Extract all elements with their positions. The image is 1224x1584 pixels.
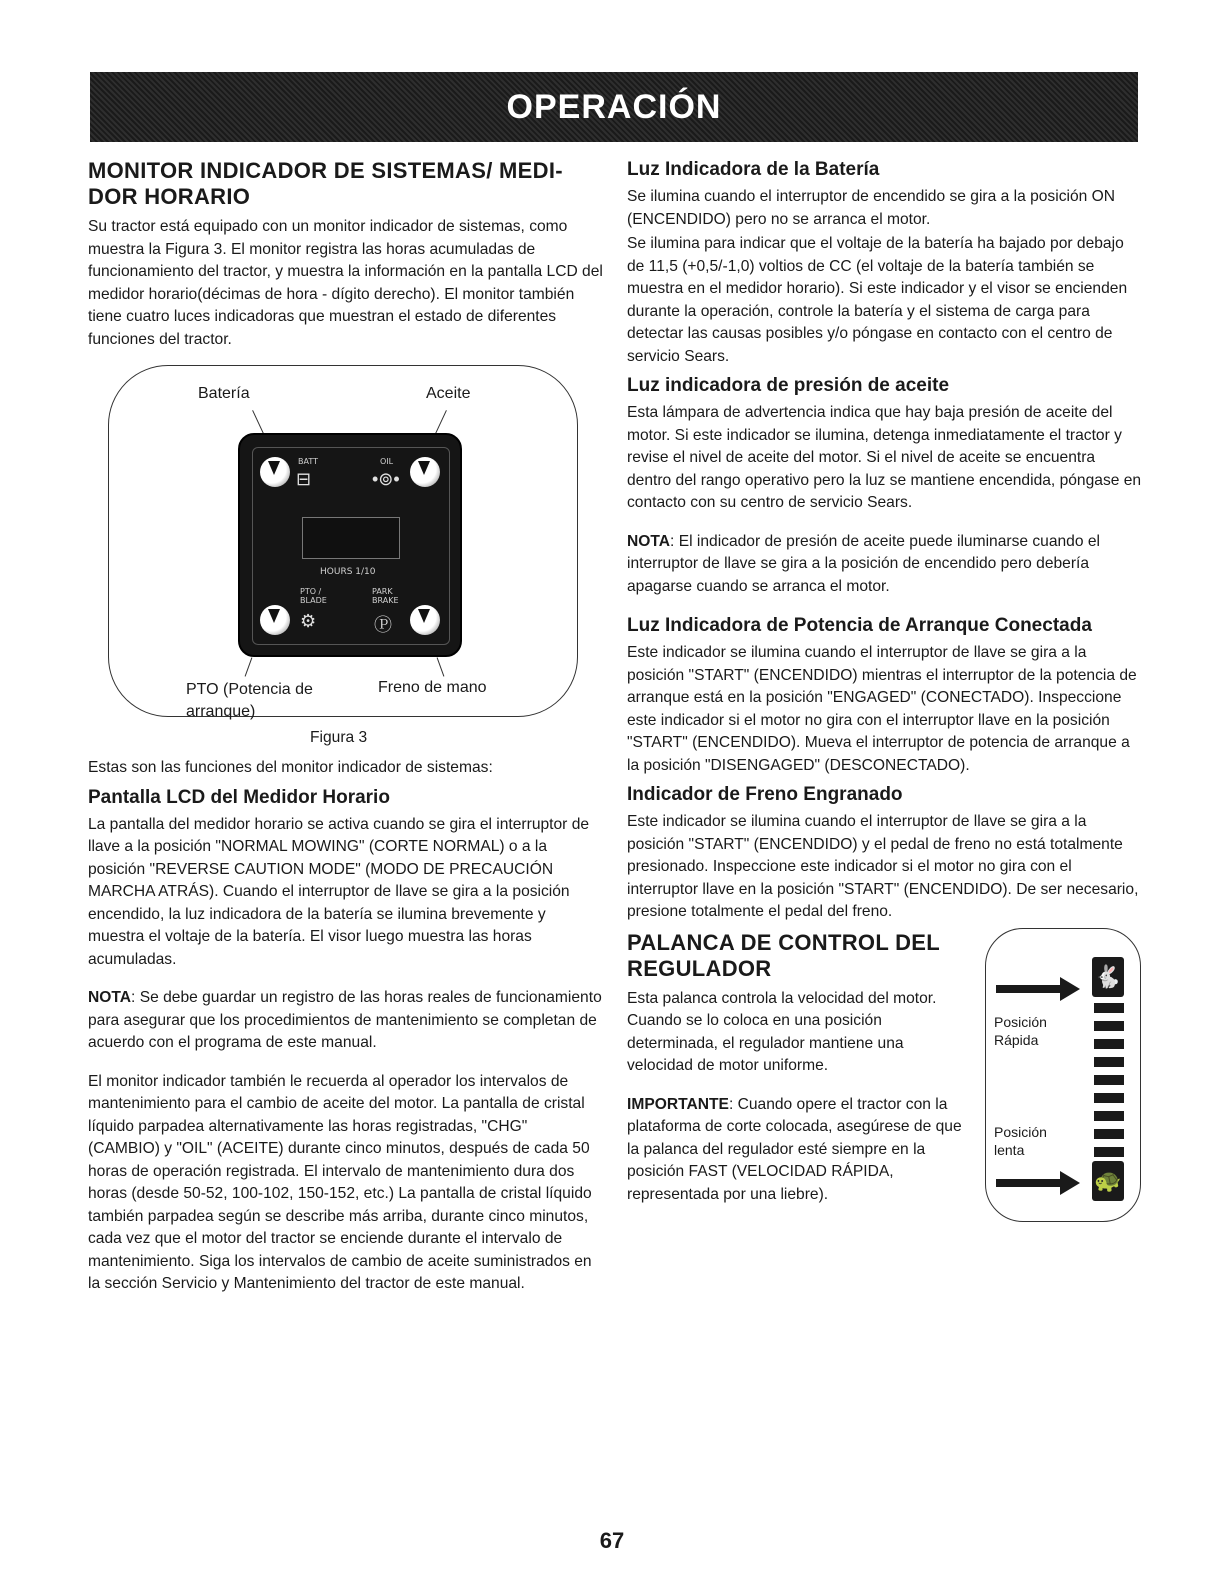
note-label: NOTA — [88, 989, 132, 1006]
right-column — [627, 158, 1142, 1212]
oil-can-icon: •⊚• — [372, 469, 400, 489]
battery-text-1: Se ilumina cuando el interruptor de encendido se gira a la posición ON (ENCENDIDO) pero no se arranca el motor. — [627, 188, 1116, 228]
monitor-heading-line2: DOR HORARIO — [88, 184, 251, 209]
monitor-batt-label: BATT — [298, 457, 318, 466]
banner-title: OPERACIÓN — [506, 87, 722, 126]
throttle-text: Esta palanca controla la velocidad del motor. Cuando se lo coloca en una posición determinada, el regulador mantiene una velocidad de motor uniforme. — [627, 989, 937, 1074]
label-brake: Freno de mano — [378, 679, 487, 696]
throttle-fast-label: Posición Rápida — [994, 1013, 1047, 1048]
figure-caption: Figura 3 — [310, 729, 368, 746]
oil-text: Esta lámpara de advertencia indica que hay baja presión de aceite del motor. Si este indicador se ilumina, detenga inmediatamente el tractor y revise el nivel de aceite del motor. Si el nivel de aceite se encuentra dentro del rango operativo pero la luz se mantiene encendida, póngase en contacto con su centro de servicio Sears. — [627, 404, 1142, 511]
hare-icon: 🐇 — [1092, 957, 1124, 997]
oil-note-label: NOTA — [627, 532, 671, 550]
monitor-heading-line1: MONITOR INDICADOR DE SISTEMAS/ MEDI- — [88, 158, 563, 183]
speed-rung — [1094, 1111, 1124, 1121]
page-number: 67 — [599, 1528, 625, 1553]
throttle-heading-line2: REGULADOR — [627, 955, 772, 981]
monitor-intro: Su tractor está equipado con un monitor indicador de sistemas, como muestra la Figura 3. El monitor registra las horas acumuladas de funcionamiento del tractor, y muestra la información en la pantalla LCD del medidor horario(décimas de hora - dígito derecho). El monitor también tiene cuatro luces indicadoras que muestran el estado de diferentes funciones del tractor. — [88, 218, 603, 348]
oil-note — [627, 531, 1142, 599]
section-banner — [90, 72, 1138, 142]
hours-note — [88, 987, 603, 1055]
pto-heading: Luz Indicadora de Potencia de Arranque Conectada — [627, 615, 1092, 636]
label-battery: Batería — [198, 385, 250, 402]
monitor-park-label: PARK BRAKE — [372, 587, 399, 605]
speed-rung — [1094, 1039, 1124, 1049]
note-text: : Se debe guardar un registro de las horas reales de funcionamiento para asegurar que los procedimientos de mantenimiento se completan de acuerdo con el programa de este manual. — [88, 989, 602, 1051]
monitor-hours-label: HOURS 1/10 — [320, 567, 376, 577]
speed-rung — [1094, 1075, 1124, 1085]
hour-meter-lcd — [302, 517, 400, 559]
battery-lamp — [260, 457, 290, 487]
lcd-heading: Pantalla LCD del Medidor Horario — [88, 786, 390, 808]
figure-3 — [108, 365, 578, 746]
battery-icon: ⊟ — [296, 469, 312, 489]
park-icon: Ⓟ — [374, 615, 392, 635]
systems-monitor — [238, 433, 462, 657]
brake-text: Este indicador se ilumina cuando el interruptor de llave se gira a la posición "START" (ENCENDIDO) y el pedal de freno no está totalmente presionado. Inspeccione este indicador si el motor no gira con el interruptor llave en la posición "START" (ENCENDIDO). De ser necesario, presione totalmente el pedal del freno. — [627, 813, 1139, 920]
speed-rung — [1094, 1057, 1124, 1067]
speed-rung — [1094, 1003, 1124, 1013]
oil-note-text: : El indicador de presión de aceite puede iluminarse cuando el interruptor de llave se gira a la posición de encendido pero debería apagarse cuando se arranca el motor. — [627, 532, 1101, 595]
brake-heading: Indicador de Freno Engranado — [627, 784, 903, 805]
throttle-diagram — [985, 928, 1141, 1222]
monitor-oil-label: OIL — [380, 457, 394, 466]
pto-text: Este indicador se ilumina cuando el interruptor de llave se gira a la posición "START" (ENCENDIDO) mientras el interruptor de la potencia de arranque está en la posición "ENGAGED" (CONECTADO). Inspeccione este indicador si el motor no gira con el interruptor llave en la posición "START" (ENCENDIDO). Mueva el interruptor de potencia de arranque a la posición "DISENGAGED" (DESCONECTADO). — [627, 644, 1137, 774]
oil-heading: Luz indicadora de presión de aceite — [627, 375, 950, 396]
throttle-important — [627, 1094, 975, 1207]
speed-ladder — [1094, 1003, 1124, 1165]
important-text: : Cuando opere el tractor con la plataforma de corte colocada, asegúrese de que la palanca del regulador esté siempre en la posición FAST (VELOCIDAD RÁPIDA, representada por una liebre). — [627, 1095, 962, 1203]
speed-rung — [1094, 1021, 1124, 1031]
pto-lamp — [260, 605, 290, 635]
battery-text-2: Se ilumina para indicar que el voltaje de la batería ha bajado por debajo de 11,5 (+0,5/-1,0) voltios de CC (el voltaje de la batería también se muestra en el medidor horario). Si este indicador y el visor se encienden durante la operación, controle la batería y el sistema de carga para detectar las causas posibles y/o póngase en contacto con el centro de servicio Sears. — [627, 235, 1128, 365]
throttle-heading — [627, 930, 967, 982]
label-oil: Aceite — [426, 385, 471, 402]
important-label: IMPORTANTE — [627, 1095, 729, 1113]
pto-icon: ⚙ — [300, 611, 317, 631]
battery-heading: Luz Indicadora de la Batería — [627, 159, 880, 180]
park-brake-lamp — [410, 605, 440, 635]
speed-rung — [1094, 1093, 1124, 1103]
throttle-slow-label: Posición lenta — [994, 1123, 1047, 1158]
monitor-pto-label: PTO / BLADE — [300, 587, 327, 605]
monitor-heading — [88, 158, 603, 210]
functions-intro: Estas son las funciones del monitor indicador de sistemas: — [88, 759, 493, 776]
turtle-icon: 🐢 — [1092, 1161, 1124, 1201]
maintenance-reminder: El monitor indicador también le recuerda al operador los intervalos de mantenimiento para el cambio de aceite del motor. La pantalla de cristal líquido parpadea alternativamente las horas registradas, "CHG" (CAMBIO) y "OIL" (ACEITE) durante cinco minutos, después de cada 50 horas de operación registrada. El intervalo de mantenimiento dura dos horas (desde 50-52, 100-102, 150-152, etc.) La pantalla de cristal líquido también parpadea según se describe más arriba, durante cinco minutos, cada vez que el motor del tractor se enciende durante el intervalo de mantenimiento. Siga los intervalos de cambio de aceite suministrados en la sección Servicio y Mantenimiento del tractor de este manual. — [88, 1072, 592, 1292]
lcd-text: La pantalla del medidor horario se activa cuando se gira el interruptor de llave a la posición "NORMAL MOWING" (CORTE NORMAL) o a la posición "REVERSE CAUTION MODE" (MODO DE PRECAUCIÓN MARCHA ATRÁS). Cuando el interruptor de llave se gira a la posición encendido, la luz indicadora de la batería se ilumina brevemente y muestra el voltaje de la batería. El visor luego muestra las horas acumuladas. — [88, 815, 590, 968]
speed-rung — [1094, 1129, 1124, 1139]
slow-arrow-icon — [996, 1179, 1062, 1187]
fast-arrow-icon — [996, 985, 1062, 993]
oil-lamp — [410, 457, 440, 487]
speed-rung — [1094, 1147, 1124, 1157]
throttle-heading-line1: PALANCA DE CONTROL DEL — [627, 929, 940, 955]
left-column — [88, 158, 603, 1302]
throttle-section — [627, 930, 1142, 1207]
label-pto: PTO (Potencia de arranque) — [186, 681, 313, 720]
